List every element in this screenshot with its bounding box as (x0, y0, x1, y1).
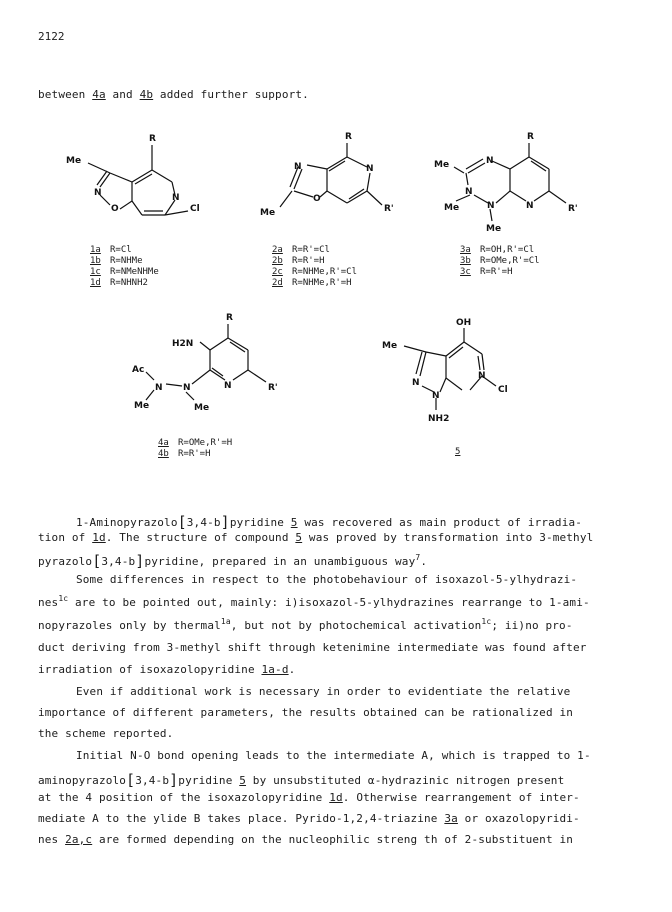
structure-4-hydrazinopyridine (120, 312, 290, 422)
s1-n: N (94, 188, 102, 198)
s1-n2: N (172, 193, 180, 203)
structure-1-isoxazolopyridine (60, 125, 220, 225)
s3-r: R (527, 132, 534, 142)
s5-n3: N (478, 371, 486, 381)
s2-o: O (313, 194, 321, 204)
intro-line: between 4a and 4b added further support. (38, 88, 309, 101)
body-line-9: Even if additional work is necessary in order to evidentiate the relative (76, 685, 571, 698)
body-line-13: aminopyrazolo[3,4-b]pyridine 5 by unsubstituted α-hydrazinic nitrogen present (38, 771, 565, 789)
s4-me2: Me (194, 403, 210, 413)
s5-me: Me (382, 341, 398, 351)
s4-rp: R' (268, 383, 278, 393)
s3-me3: Me (486, 224, 502, 234)
body-line-5: nes$^{1c}$ are to be pointed out, mainly: i)isoxazol-5-ylhydrazines rearrange to 1-ami- (38, 594, 590, 609)
s3-me: Me (434, 160, 450, 170)
body-line-7: duct deriving from 3-methyl shift through ketenimine intermediate was found after (38, 641, 587, 654)
body-line-4: Some differences in respect to the photobehaviour of isoxazol-5-ylhydrazi- (76, 573, 578, 586)
s1-r: R (149, 134, 156, 144)
s1-o: O (111, 204, 119, 214)
page-number: 2122 (38, 30, 65, 43)
s2-rp: R' (384, 204, 394, 214)
s2-n1: N (294, 162, 302, 172)
body-line-12: Initial N-O bond opening leads to the intermediate A, which is trapped to 1- (76, 749, 591, 762)
s4-n3: N (224, 381, 232, 391)
s5-cl: Cl (498, 385, 508, 395)
s4-n2: N (183, 383, 191, 393)
body-line-15: mediate A to the ylide B takes place. Pyrido-1,2,4-triazine 3a or oxazolopyridi- (38, 812, 580, 825)
s3-me2: Me (444, 203, 460, 213)
s1-cl: Cl (190, 204, 200, 214)
s2-n2: N (366, 164, 374, 174)
s4-r: R (226, 313, 233, 323)
body-line-14: at the 4 position of the isoxazolopyridine 1d. Otherwise rearrangement of inter- (38, 791, 580, 804)
label-compound-5: 5 (455, 447, 461, 457)
labels-group-4: 4a R=OMe,R'=H 4b R=R'=H (158, 438, 233, 459)
s5-oh: OH (456, 318, 472, 328)
body-line-8: irradiation of isoxazolopyridine 1a-d. (38, 663, 296, 676)
structure-5-aminopyrazolopyridine (370, 312, 520, 432)
s3-rp: R' (568, 204, 578, 214)
s3-n2: N (465, 187, 473, 197)
body-line-6: nopyrazoles only by thermal$^{1a}$, but not by photochemical activation$^{1c}$; ii)no pro- (38, 617, 573, 632)
body-line-16: nes 2a,c are formed depending on the nucleophilic streng th of 2-substituent in (38, 833, 574, 846)
structure-3-pyridotriazine (430, 125, 600, 235)
labels-group-3: 3a R=OH,R'=Cl 3b R=OMe,R'=Cl 3c R=R'=H (460, 245, 540, 277)
s4-ac: Ac (132, 365, 145, 375)
s1-me: Me (66, 156, 82, 166)
body-line-11: the scheme reported. (38, 727, 174, 740)
body-line-1: 1-Aminopyrazolo[3,4-b]pyridine 5 was recovered as main product of irradia- (76, 513, 583, 531)
s5-nh2: NH2 (428, 414, 450, 424)
body-line-10: importance of different parameters, the results obtained can be rationalized in (38, 706, 574, 719)
labels-group-1: 1a R=Cl 1b R=NHMe 1c R=NMeNHMe 1d R=NHNH2 (90, 245, 159, 288)
structure-2-oxazolopyridine (250, 125, 410, 225)
s3-n4: N (526, 201, 534, 211)
s3-n3: N (487, 201, 495, 211)
body-line-2: tion of 1d. The structure of compound 5 was proved by transformation into 3-methyl (38, 531, 594, 544)
labels-group-2: 2a R=R'=Cl 2b R=R'=H 2c R=NHMe,R'=Cl 2d R=NHMe,R'=H (272, 245, 358, 288)
s4-n1: N (155, 383, 163, 393)
s3-n1: N (486, 156, 494, 166)
s2-r: R (345, 132, 352, 142)
s4-h2n: H2N (172, 339, 194, 349)
body-line-3: pyrazolo[3,4-b]pyridine, prepared in an unambiguous way$^7$. (38, 552, 428, 570)
s5-n1: N (412, 378, 420, 388)
s2-me: Me (260, 208, 276, 218)
s4-me1: Me (134, 401, 150, 411)
s5-n2: N (432, 391, 440, 401)
